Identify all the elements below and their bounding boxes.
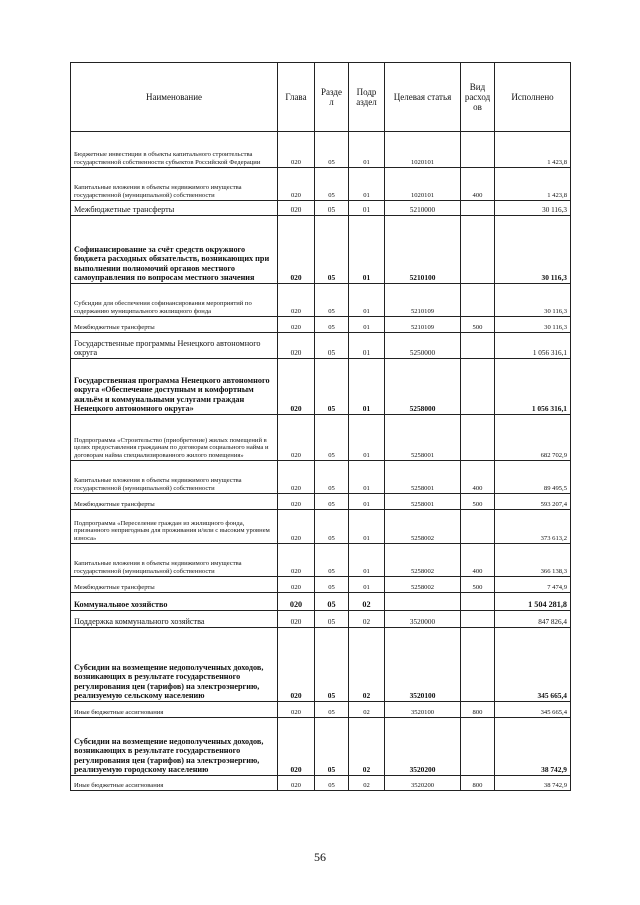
- table-row: [71, 201, 571, 216]
- cell-name: Бюджетные инвестиции в объекты капитального строительства государственной собственности субъектов Российской Федерации: [71, 132, 278, 168]
- table-row: [71, 415, 571, 461]
- cell-ispolneno: 593 207,4: [495, 494, 571, 510]
- cell-vid: 400: [461, 544, 495, 577]
- cell-ispolneno: 30 116,3: [495, 201, 571, 216]
- cell-podrazdel: 01: [349, 415, 385, 461]
- cell-razdel: 05: [315, 577, 349, 593]
- cell-glava: 020: [278, 284, 315, 317]
- cell-ispolneno: 847 826,4: [495, 611, 571, 628]
- cell-razdel: 05: [315, 702, 349, 718]
- cell-ispolneno: 345 665,4: [495, 628, 571, 702]
- cell-podrazdel: 01: [349, 201, 385, 216]
- cell-podrazdel: 02: [349, 702, 385, 718]
- cell-podrazdel: 01: [349, 317, 385, 333]
- cell-razdel: 05: [315, 201, 349, 216]
- table-row: [71, 216, 571, 284]
- cell-celevaya: 5258002: [385, 577, 461, 593]
- cell-razdel: 05: [315, 359, 349, 415]
- cell-ispolneno: 30 116,3: [495, 317, 571, 333]
- header-name: Наименование: [71, 63, 278, 132]
- cell-glava: 020: [278, 132, 315, 168]
- table-row: [71, 702, 571, 718]
- table-row: [71, 593, 571, 611]
- cell-name: Иные бюджетные ассигнования: [71, 702, 278, 718]
- cell-podrazdel: 02: [349, 718, 385, 776]
- cell-razdel: 05: [315, 593, 349, 611]
- header-ispolneno: Исполнено: [495, 63, 571, 132]
- cell-podrazdel: 01: [349, 510, 385, 544]
- cell-name: Иные бюджетные ассигнования: [71, 776, 278, 791]
- cell-vid: [461, 415, 495, 461]
- cell-glava: 020: [278, 593, 315, 611]
- cell-razdel: 05: [315, 776, 349, 791]
- cell-celevaya: 1020101: [385, 168, 461, 201]
- cell-ispolneno: 1 423,8: [495, 132, 571, 168]
- cell-razdel: 05: [315, 333, 349, 359]
- cell-vid: [461, 593, 495, 611]
- cell-razdel: 05: [315, 216, 349, 284]
- header-podrazdel: Подр аздел: [349, 63, 385, 132]
- cell-ispolneno: 7 474,9: [495, 577, 571, 593]
- cell-celevaya: 1020101: [385, 132, 461, 168]
- cell-vid: 400: [461, 461, 495, 494]
- cell-razdel: 05: [315, 611, 349, 628]
- table-header-row: [71, 63, 571, 132]
- cell-vid: 500: [461, 577, 495, 593]
- cell-podrazdel: 01: [349, 359, 385, 415]
- cell-celevaya: 3520000: [385, 611, 461, 628]
- cell-razdel: 05: [315, 415, 349, 461]
- cell-celevaya: 5258001: [385, 461, 461, 494]
- cell-glava: 020: [278, 544, 315, 577]
- cell-vid: [461, 216, 495, 284]
- cell-celevaya: 3520100: [385, 628, 461, 702]
- cell-name: Государственные программы Ненецкого автономного округа: [71, 333, 278, 359]
- table-row: [71, 284, 571, 317]
- cell-vid: 400: [461, 168, 495, 201]
- cell-name: Межбюджетные трансферты: [71, 577, 278, 593]
- cell-celevaya: 3520100: [385, 702, 461, 718]
- cell-celevaya: 5210109: [385, 317, 461, 333]
- cell-glava: 020: [278, 317, 315, 333]
- cell-razdel: 05: [315, 718, 349, 776]
- cell-podrazdel: 02: [349, 776, 385, 791]
- cell-podrazdel: 01: [349, 132, 385, 168]
- cell-vid: [461, 628, 495, 702]
- cell-podrazdel: 01: [349, 168, 385, 201]
- header-razdel: Разде л: [315, 63, 349, 132]
- cell-podrazdel: 02: [349, 611, 385, 628]
- cell-ispolneno: 30 116,3: [495, 216, 571, 284]
- cell-celevaya: 3520200: [385, 776, 461, 791]
- cell-name: Капитальные вложения в объекты недвижимого имущества государственной (муниципальной) собственности: [71, 168, 278, 201]
- cell-celevaya: 5258000: [385, 359, 461, 415]
- cell-vid: [461, 333, 495, 359]
- table-row: [71, 611, 571, 628]
- cell-glava: 020: [278, 577, 315, 593]
- cell-glava: 020: [278, 494, 315, 510]
- cell-vid: 500: [461, 317, 495, 333]
- cell-name: Подпрограмма «Строительство (приобретение) жилых помещений в целях предоставления гражданам по договорам социального найма и договорам найма специализированного жилого помещения»: [71, 415, 278, 461]
- cell-celevaya: 5210100: [385, 216, 461, 284]
- cell-glava: 020: [278, 510, 315, 544]
- cell-vid: [461, 284, 495, 317]
- budget-table: [70, 62, 571, 791]
- header-vid: Вид расход ов: [461, 63, 495, 132]
- cell-razdel: 05: [315, 544, 349, 577]
- cell-name: Поддержка коммунального хозяйства: [71, 611, 278, 628]
- cell-razdel: 05: [315, 168, 349, 201]
- cell-vid: [461, 718, 495, 776]
- cell-name: Межбюджетные трансферты: [71, 494, 278, 510]
- table-row: [71, 494, 571, 510]
- cell-ispolneno: 345 665,4: [495, 702, 571, 718]
- cell-glava: 020: [278, 776, 315, 791]
- cell-podrazdel: 02: [349, 593, 385, 611]
- cell-podrazdel: 01: [349, 333, 385, 359]
- cell-celevaya: 5210109: [385, 284, 461, 317]
- cell-ispolneno: 1 423,8: [495, 168, 571, 201]
- cell-celevaya: 5258002: [385, 510, 461, 544]
- table-row: [71, 544, 571, 577]
- cell-razdel: 05: [315, 284, 349, 317]
- cell-ispolneno: 38 742,9: [495, 718, 571, 776]
- cell-name: Софинансирование за счёт средств окружного бюджета расходных обязательств, возникающих при выполнении полномочий органов местного самоуправления по вопросам местного значения: [71, 216, 278, 284]
- cell-name: Подпрограмма «Переселение граждан из жилищного фонда, признанного непригодным для проживания и/или с высоким уровнем износа»: [71, 510, 278, 544]
- cell-glava: 020: [278, 461, 315, 494]
- cell-celevaya: 5250000: [385, 333, 461, 359]
- cell-vid: 500: [461, 494, 495, 510]
- table-row: [71, 317, 571, 333]
- cell-glava: 020: [278, 628, 315, 702]
- cell-podrazdel: 01: [349, 461, 385, 494]
- header-glava: Глава: [278, 63, 315, 132]
- table-row: [71, 132, 571, 168]
- cell-razdel: 05: [315, 317, 349, 333]
- cell-celevaya: 3520200: [385, 718, 461, 776]
- table-row: [71, 168, 571, 201]
- cell-glava: 020: [278, 359, 315, 415]
- cell-name: Межбюджетные трансферты: [71, 317, 278, 333]
- cell-podrazdel: 01: [349, 284, 385, 317]
- cell-vid: [461, 132, 495, 168]
- header-celevaya: Целевая статья: [385, 63, 461, 132]
- cell-ispolneno: 30 116,3: [495, 284, 571, 317]
- cell-ispolneno: 38 742,9: [495, 776, 571, 791]
- cell-ispolneno: 89 495,5: [495, 461, 571, 494]
- cell-razdel: 05: [315, 132, 349, 168]
- cell-name: Коммунальное хозяйство: [71, 593, 278, 611]
- cell-name: Субсидии на возмещение недополученных доходов, возникающих в результате государственного регулирования цен (тарифов) на электроэнергию, реализуемую городскому населению: [71, 718, 278, 776]
- cell-vid: [461, 359, 495, 415]
- table-row: [71, 461, 571, 494]
- page-number: 56: [314, 850, 326, 864]
- cell-ispolneno: 1 056 316,1: [495, 333, 571, 359]
- cell-name: Межбюджетные трансферты: [71, 201, 278, 216]
- cell-ispolneno: 1 504 281,8: [495, 593, 571, 611]
- cell-name: Капитальные вложения в объекты недвижимого имущества государственной (муниципальной) собственности: [71, 544, 278, 577]
- cell-glava: 020: [278, 718, 315, 776]
- cell-vid: 800: [461, 776, 495, 791]
- cell-ispolneno: 1 056 316,1: [495, 359, 571, 415]
- cell-razdel: 05: [315, 510, 349, 544]
- cell-celevaya: [385, 593, 461, 611]
- cell-name: Государственная программа Ненецкого автономного округа «Обеспечение доступным и комфортным жильём и коммунальными услугами граждан Ненецкого автономного округа»: [71, 359, 278, 415]
- cell-razdel: 05: [315, 461, 349, 494]
- cell-celevaya: 5258002: [385, 544, 461, 577]
- table-row: [71, 333, 571, 359]
- cell-celevaya: 5210000: [385, 201, 461, 216]
- cell-podrazdel: 01: [349, 544, 385, 577]
- cell-name: Капитальные вложения в объекты недвижимого имущества государственной (муниципальной) собственности: [71, 461, 278, 494]
- cell-name: Субсидии для обеспечения софинансирования мероприятий по содержанию муниципального жилищного фонда: [71, 284, 278, 317]
- cell-razdel: 05: [315, 494, 349, 510]
- table-row: [71, 718, 571, 776]
- cell-celevaya: 5258001: [385, 494, 461, 510]
- table-row: [71, 577, 571, 593]
- table-row: [71, 359, 571, 415]
- cell-glava: 020: [278, 333, 315, 359]
- cell-glava: 020: [278, 611, 315, 628]
- cell-glava: 020: [278, 201, 315, 216]
- cell-glava: 020: [278, 216, 315, 284]
- cell-razdel: 05: [315, 628, 349, 702]
- cell-vid: 800: [461, 702, 495, 718]
- table-row: [71, 510, 571, 544]
- cell-podrazdel: 01: [349, 494, 385, 510]
- cell-glava: 020: [278, 168, 315, 201]
- cell-glava: 020: [278, 702, 315, 718]
- cell-glava: 020: [278, 415, 315, 461]
- cell-podrazdel: 02: [349, 628, 385, 702]
- cell-vid: [461, 201, 495, 216]
- cell-podrazdel: 01: [349, 216, 385, 284]
- cell-vid: [461, 510, 495, 544]
- table-row: [71, 628, 571, 702]
- budget-table-container: [70, 62, 570, 791]
- cell-celevaya: 5258001: [385, 415, 461, 461]
- cell-vid: [461, 611, 495, 628]
- cell-ispolneno: 366 138,3: [495, 544, 571, 577]
- cell-ispolneno: 682 702,9: [495, 415, 571, 461]
- cell-name: Субсидии на возмещение недополученных доходов, возникающих в результате государственного регулирования цен (тарифов) на электроэнергию, реализуемую сельскому населению: [71, 628, 278, 702]
- table-row: [71, 776, 571, 791]
- cell-podrazdel: 01: [349, 577, 385, 593]
- cell-ispolneno: 373 613,2: [495, 510, 571, 544]
